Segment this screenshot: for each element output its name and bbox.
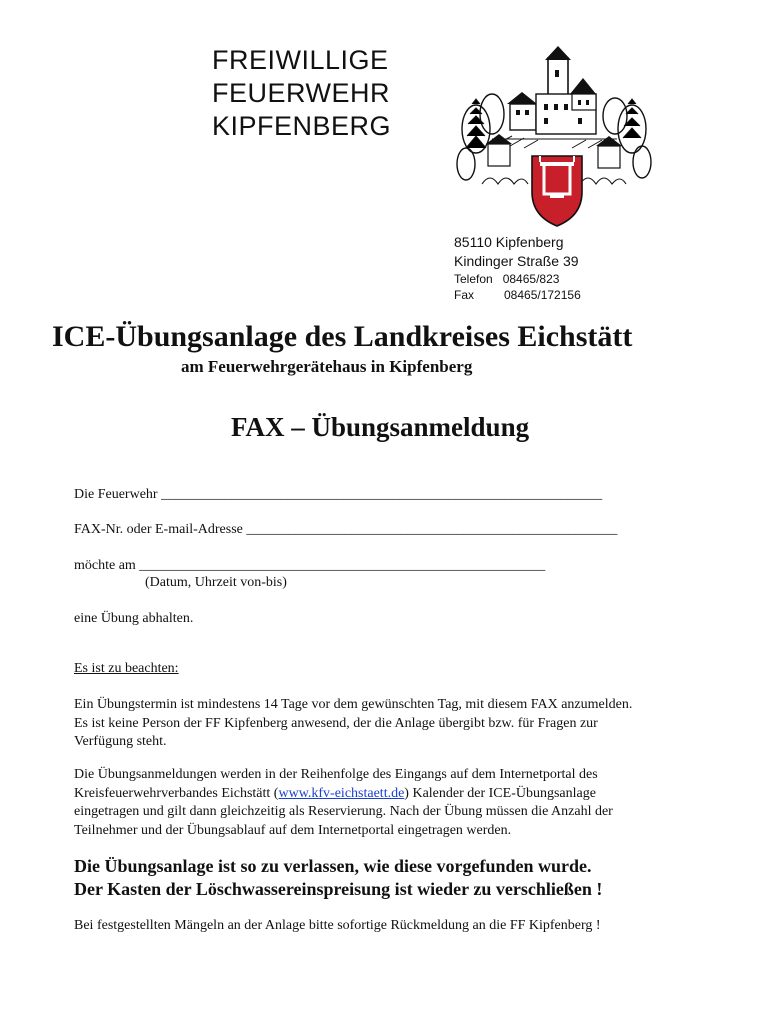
org-name-line-1: FREIWILLIGE [212,45,389,75]
notes-p2-line-3: eingetragen und gilt dann gleichzeitig als Reservierung. Nach der Übung müssen die Anzahl der [74,804,613,819]
date-field[interactable]: möchte am __________________________________________________________ [74,558,546,573]
notes-p2-line-1: Die Übungsanmeldungen werden in der Reihenfolge des Eingangs auf dem Internetportal des [74,767,598,782]
document-subtitle: am Feuerwehrgerätehaus in Kipfenberg [181,357,473,376]
feuerwehr-field[interactable]: Die Feuerwehr _______________________________________________________________ [74,487,603,502]
notes-p1-line-2: Es ist keine Person der FF Kipfenberg anwesend, der die Anlage übergibt bzw. für Fragen zur [74,715,598,731]
notes-paragraph-2 [74,766,714,840]
castle-crest-logo-icon [452,44,657,232]
warning-line-1: Die Übungsanlage ist so zu verlassen, wie diese vorgefunden wurde. [74,856,592,876]
address-line-1: 85110 Kipfenberg [454,234,564,250]
notes-heading: Es ist zu beachten: [74,661,179,676]
notes-paragraph-1 [74,696,714,752]
document-title: ICE-Übungsanlage des Landkreises Eichstätt [52,320,633,353]
address-line-2: Kindinger Straße 39 [454,253,579,269]
organization-name [212,44,391,143]
notes-p2-line-2-pre: Kreisfeuerwehrverbandes Eichstätt ( [74,785,279,801]
org-name-line-3: KIPFENBERG [212,111,392,141]
fax-heading: FAX – Übungsanmeldung [231,412,530,442]
notes-p2-line-2-post: ) Kalender der ICE-Übungsanlage [404,785,596,801]
closing-text: eine Übung abhalten. [74,611,194,626]
warning-line-2: Der Kasten der Löschwassereinspreisung ist wieder zu verschließen ! [74,879,603,899]
notes-p2-line-4: Teilnehmer und der Übungsablauf auf dem Internetportal eingetragen werden. [74,822,512,838]
kfv-website-link[interactable]: www.kfv-eichstaett.de [278,785,405,801]
notes-p1-line-1: Ein Übungstermin ist mindestens 14 Tage vor dem gewünschten Tag, mit diesem FAX anzumelden. [74,697,633,712]
warning-block [74,855,602,901]
phone-line: Telefon 08465/823 [454,272,560,286]
notes-p2-line-2 [74,785,714,804]
notes-p1-line-3: Verfügung steht. [74,734,167,749]
address-block [454,233,581,303]
contact-field[interactable]: FAX-Nr. oder E-mail-Adresse _____________________________________________________ [74,522,618,537]
date-hint: (Datum, Uhrzeit von-bis) [145,575,287,590]
org-name-line-2: FEUERWEHR [212,78,391,108]
fax-line: Fax 08465/172156 [454,288,581,302]
footer-note: Bei festgestellten Mängeln an der Anlage bitte sofortige Rückmeldung an die FF Kipfenberg ! [74,918,601,933]
